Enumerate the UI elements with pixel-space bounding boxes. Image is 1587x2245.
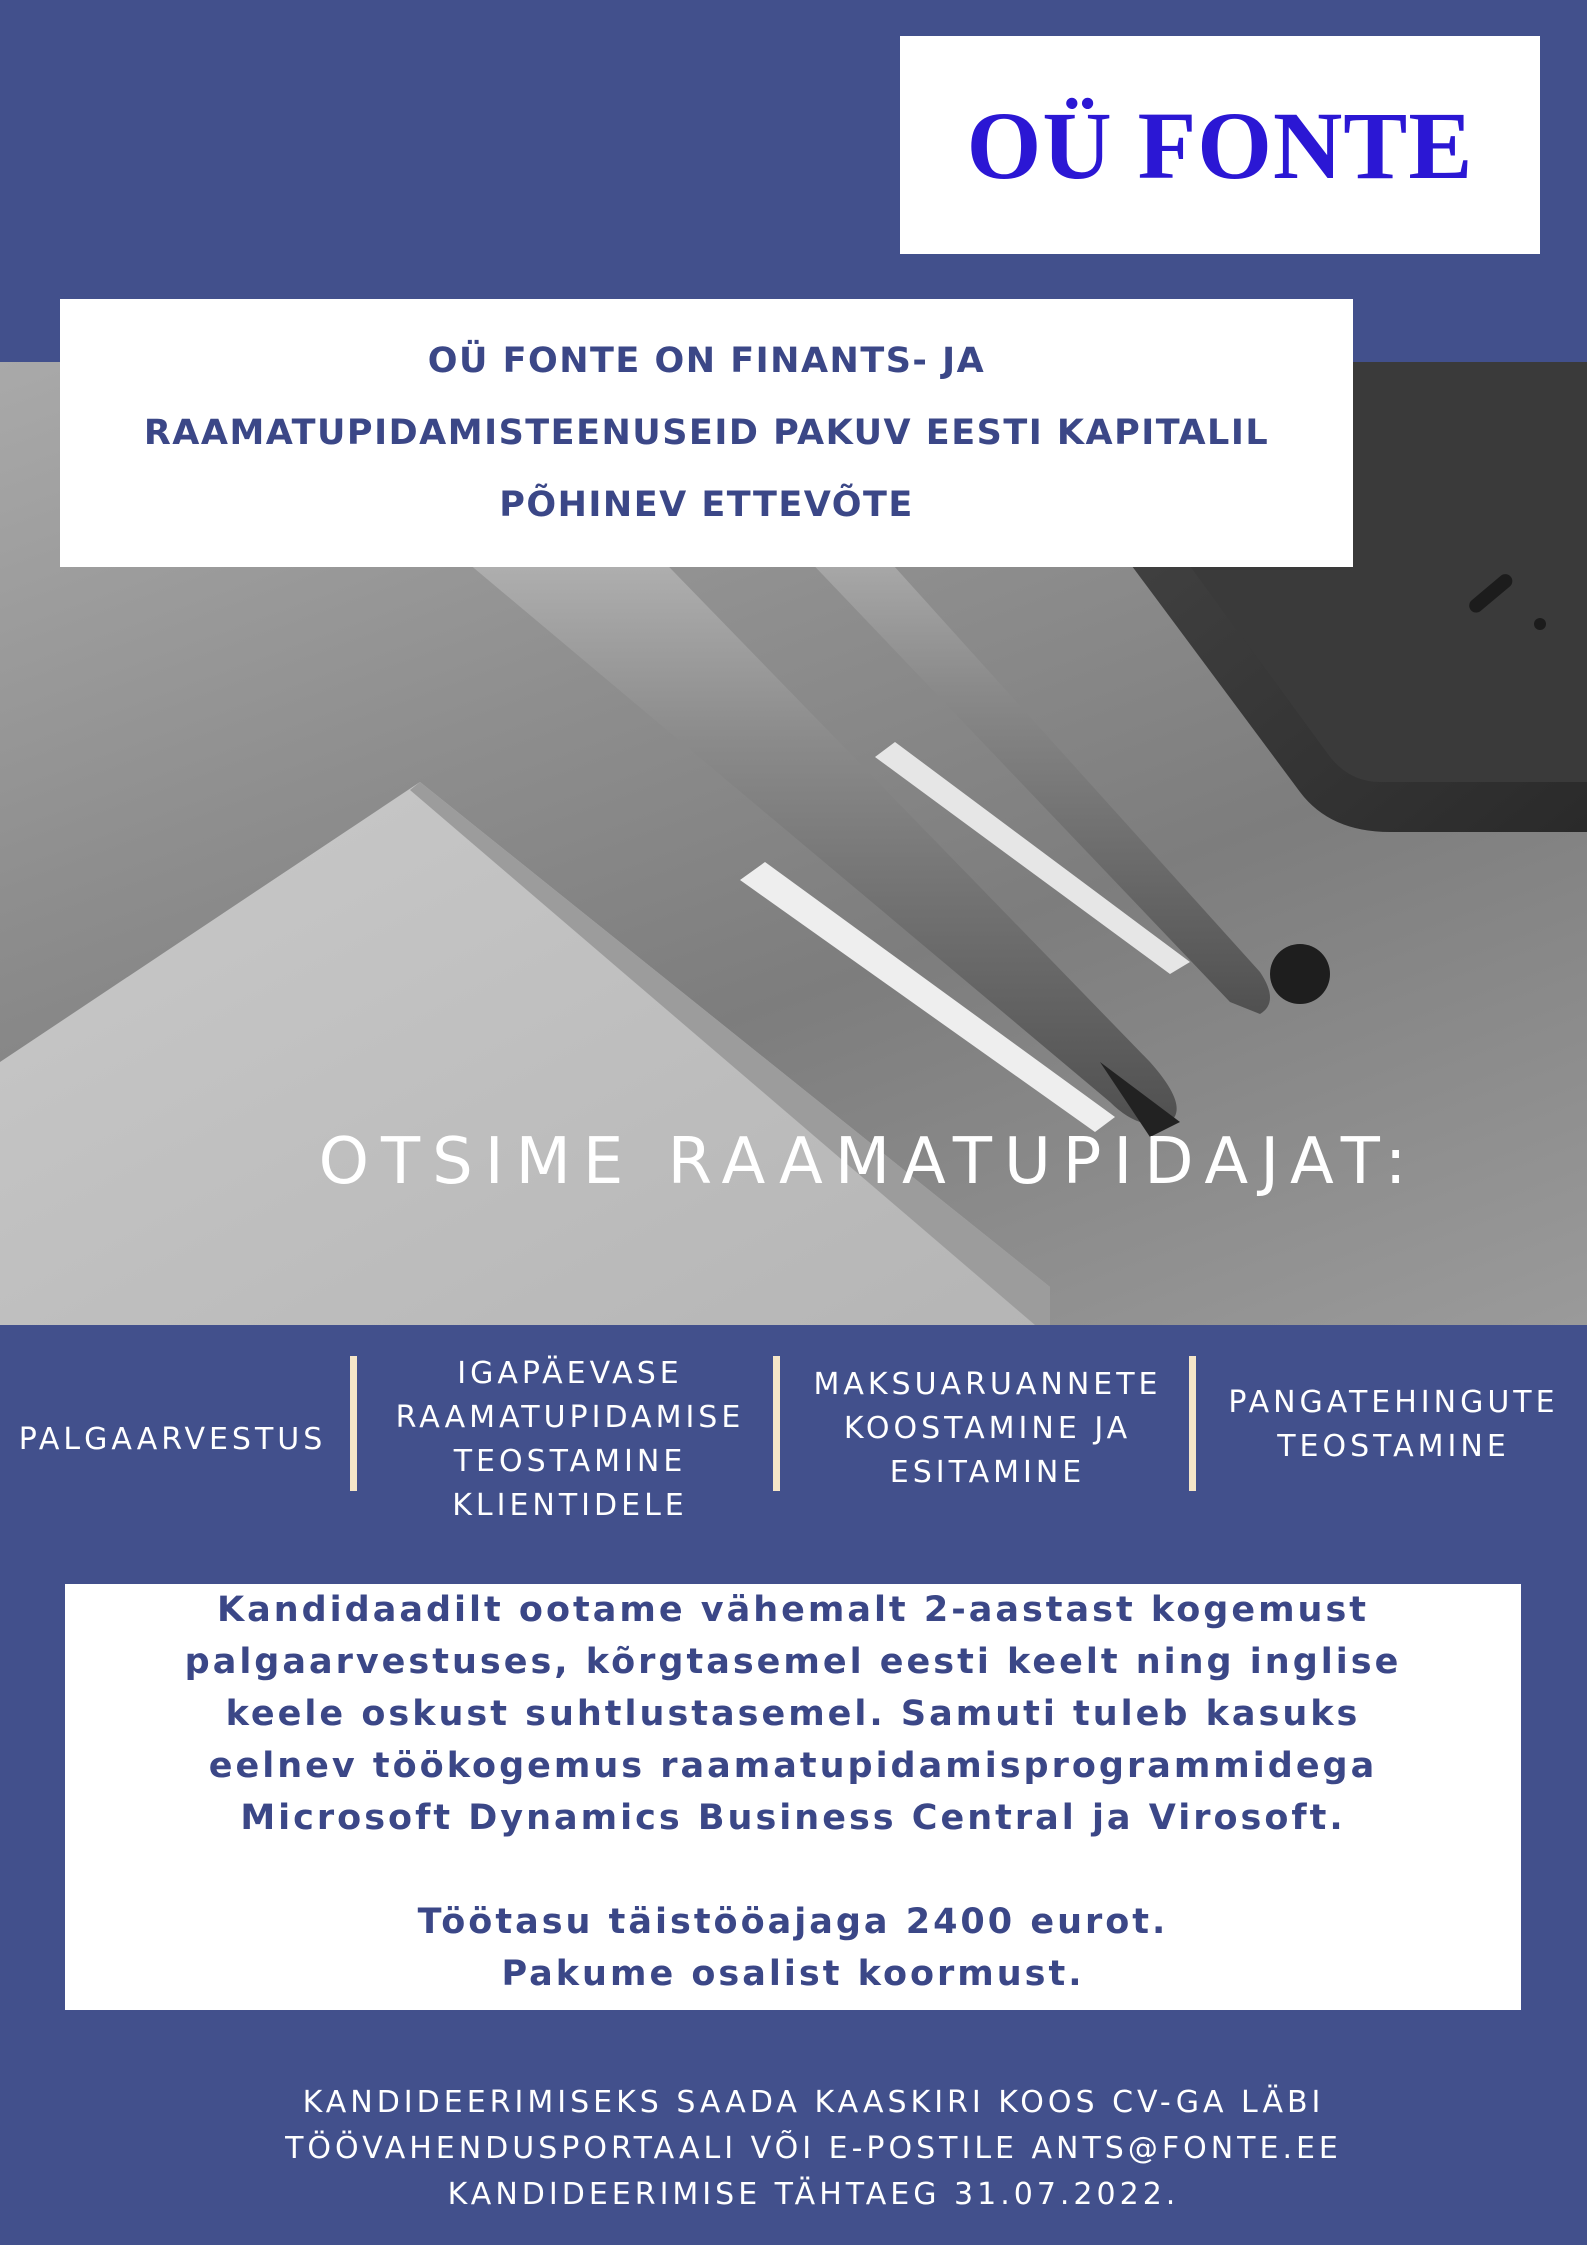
intro-line-3: PÕHINEV ETTEVÕTE	[499, 485, 914, 525]
job-headline: OTSIME RAAMATUPIDAJAT:	[318, 1125, 1419, 1199]
intro-line-2: RAAMATUPIDAMISTEENUSEID PAKUV EESTI KAPITALIL	[143, 413, 1270, 453]
service-line: KLIENTIDELE	[452, 1487, 688, 1523]
service-line: TEOSTAMINE	[453, 1443, 687, 1479]
intro-line-1: OÜ FONTE ON FINANTS- JA	[427, 341, 986, 381]
service-line: KOOSTAMINE JA	[843, 1410, 1132, 1446]
service-line: MAKSUARUANNETE	[813, 1366, 1162, 1402]
salary-line: Töötasu täistööajaga 2400 eurot.	[417, 1902, 1169, 1942]
service-bank-transactions	[1200, 1352, 1587, 1527]
paragraph-gap	[65, 1844, 1521, 1896]
intro-box	[60, 299, 1353, 567]
services-row	[0, 1352, 1587, 1527]
requirements-line: Kandidaadilt ootame vähemalt 2-aastast kogemust	[216, 1590, 1370, 1630]
requirements-box	[65, 1584, 1521, 2010]
service-daily-accounting	[365, 1352, 775, 1527]
company-logo-text: OÜ FONTE	[966, 91, 1474, 199]
service-line: PANGATEHINGUTE	[1228, 1384, 1559, 1420]
service-tax-reports	[790, 1352, 1185, 1527]
service-payroll	[0, 1352, 345, 1527]
footer-line: TÖÖVAHENDUSPORTAALI VÕI E-POSTILE ANTS@FONTE.EE	[285, 2131, 1342, 2166]
footer-line: KANDIDEERIMISEKS SAADA KAASKIRI KOOS CV-GA LÄBI	[302, 2085, 1325, 2120]
company-logo-box	[900, 36, 1540, 254]
footer-line: KANDIDEERIMISE TÄHTAEG 31.07.2022.	[447, 2177, 1180, 2212]
service-line: IGAPÄEVASE	[457, 1355, 683, 1391]
service-line: PALGAARVESTUS	[18, 1421, 327, 1457]
service-line: ESITAMINE	[889, 1454, 1086, 1490]
requirements-line: Microsoft Dynamics Business Central ja Virosoft.	[240, 1798, 1346, 1838]
service-line: TEOSTAMINE	[1277, 1428, 1510, 1464]
requirements-line: keele oskust suhtlustasemel. Samuti tuleb kasuks	[225, 1694, 1361, 1734]
service-separator	[773, 1356, 780, 1491]
application-footer	[0, 2080, 1587, 2218]
requirements-line: palgaarvestuses, kõrgtasemel eesti keelt ning inglise	[184, 1642, 1402, 1682]
requirements-line: eelnev töökogemus raamatupidamisprogrammidega	[208, 1746, 1378, 1786]
service-separator	[1189, 1356, 1196, 1491]
workload-line: Pakume osalist koormust.	[501, 1954, 1085, 1994]
service-line: RAAMATUPIDAMISE	[395, 1399, 745, 1435]
service-separator	[350, 1356, 357, 1491]
